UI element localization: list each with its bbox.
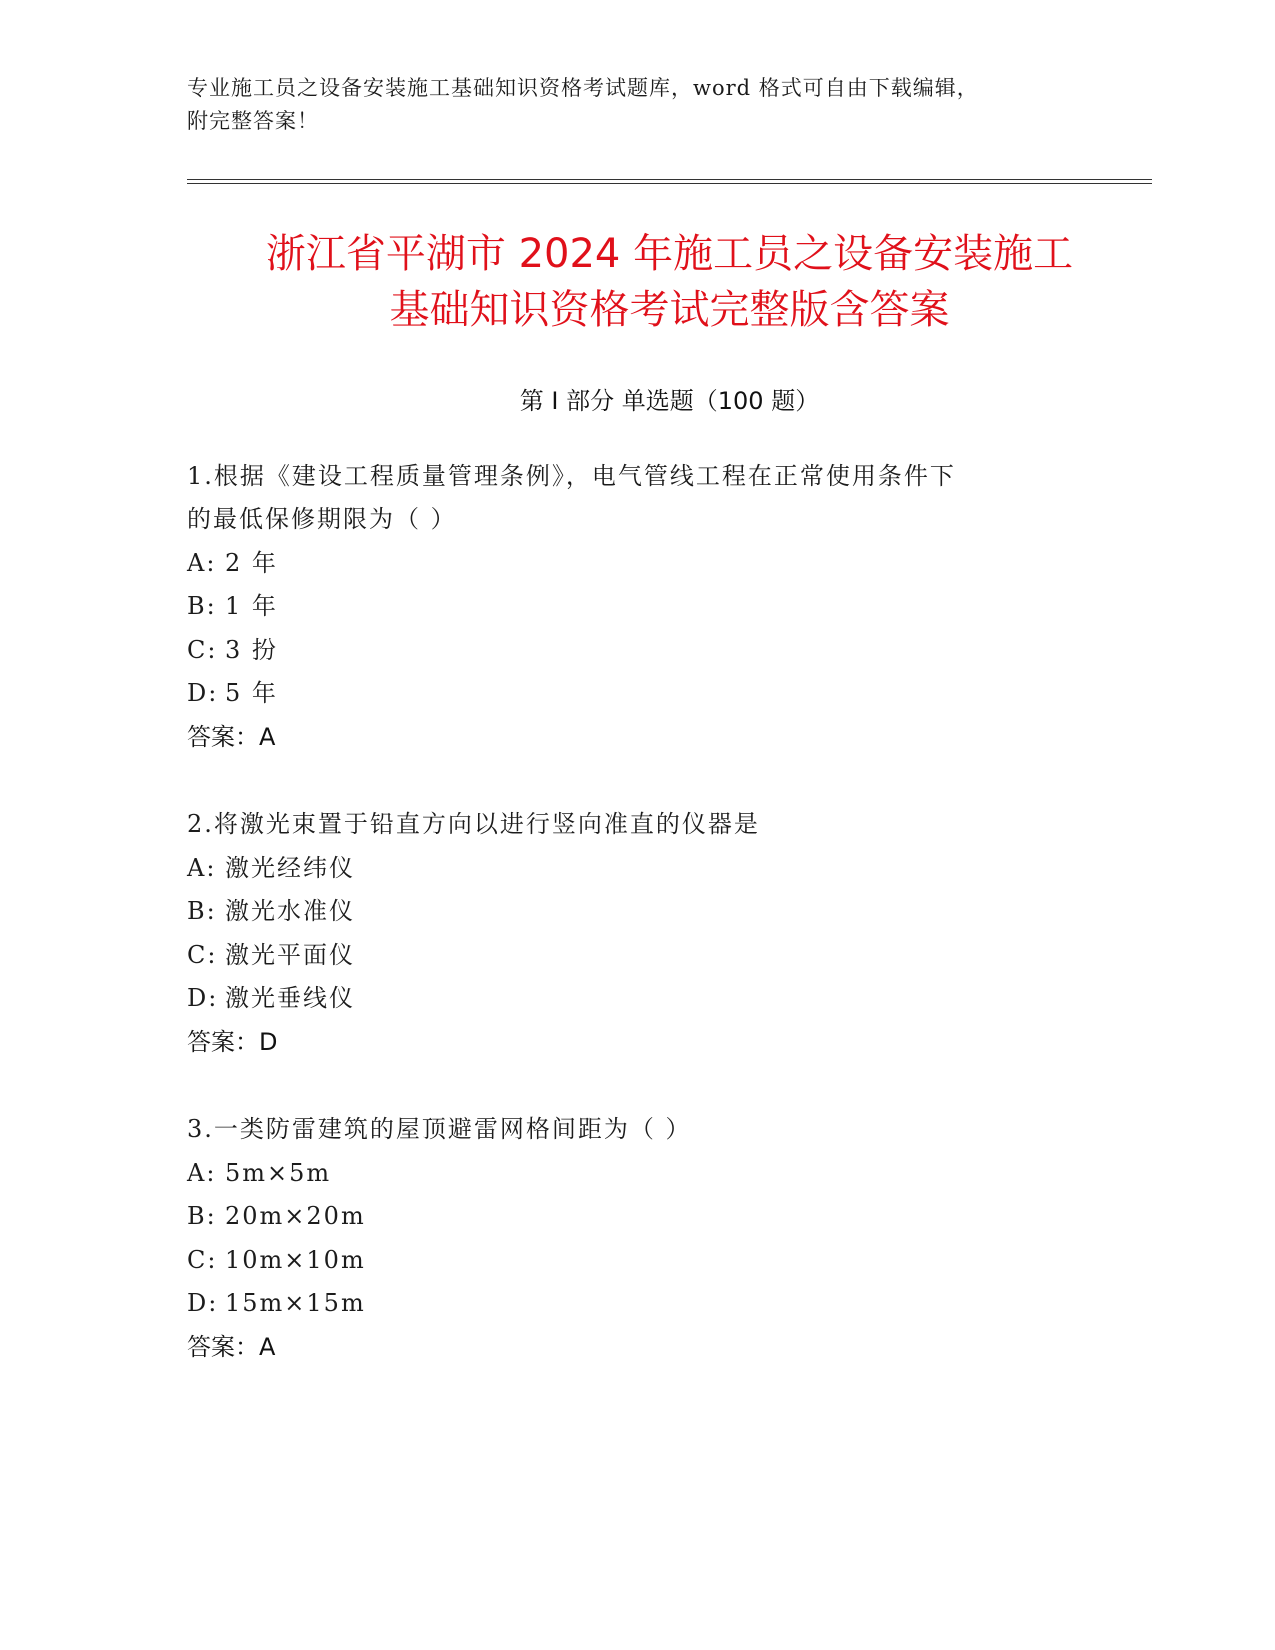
option-text: 2 年 xyxy=(225,549,278,577)
option-key: B: xyxy=(187,1202,217,1230)
option-text: 激光平面仪 xyxy=(225,941,355,969)
option-c xyxy=(187,1238,366,1283)
option-key: D: xyxy=(187,984,219,1012)
option-c xyxy=(187,933,355,978)
option-key: A: xyxy=(187,1159,217,1187)
option-key: A: xyxy=(187,854,217,882)
option-d xyxy=(187,976,355,1021)
header-line: 专业施工员之设备安装施工基础知识资格考试题库，word 格式可自由下载编辑， xyxy=(187,76,979,100)
option-d xyxy=(187,671,278,716)
option-b xyxy=(187,889,355,934)
option-a xyxy=(187,846,355,891)
header-rule-top xyxy=(187,179,1152,180)
option-a xyxy=(187,541,278,586)
option-key: B: xyxy=(187,897,217,925)
option-key: A: xyxy=(187,549,217,577)
option-text: 激光水准仪 xyxy=(225,897,355,925)
option-text: 1 年 xyxy=(225,592,278,620)
option-text: 激光经纬仪 xyxy=(225,854,355,882)
answer-line: 答案：A xyxy=(187,1333,276,1361)
option-key: C: xyxy=(187,1246,218,1274)
document-title xyxy=(177,226,1162,338)
title-line: 基础知识资格考试完整版含答案 xyxy=(389,287,950,333)
option-c xyxy=(187,628,278,673)
option-key: D: xyxy=(187,679,219,707)
option-text: 激光垂线仪 xyxy=(225,984,355,1012)
option-key: B: xyxy=(187,592,217,620)
header-rule-bottom xyxy=(187,183,1152,184)
option-key: D: xyxy=(187,1289,219,1317)
answer-line: 答案：A xyxy=(187,723,276,751)
section-heading: 第 I 部分 单选题（100 题） xyxy=(519,387,820,415)
title-line: 浙江省平湖市 2024 年施工员之设备安装施工 xyxy=(265,231,1074,277)
option-text: 3 扮 xyxy=(225,636,278,664)
question-stem: 3.一类防雷建筑的屋顶避雷网格间距为（ ） xyxy=(187,1115,692,1143)
option-b xyxy=(187,1194,366,1239)
option-text: 15m×15m xyxy=(225,1289,366,1317)
question-stem: 2.将激光束置于铅直方向以进行竖向准直的仪器是 xyxy=(187,810,760,838)
option-key: C: xyxy=(187,941,218,969)
option-a xyxy=(187,1151,331,1196)
option-key: C: xyxy=(187,636,218,664)
header-line: 附完整答案！ xyxy=(187,109,319,133)
document-header xyxy=(187,72,1087,138)
document-page xyxy=(187,0,1152,1650)
option-text: 20m×20m xyxy=(225,1202,366,1230)
question-stem: 的最低保修期限为（ ） xyxy=(187,505,457,533)
option-text: 10m×10m xyxy=(225,1246,366,1274)
option-b xyxy=(187,584,278,629)
option-text: 5m×5m xyxy=(225,1159,332,1187)
question-stem: 1.根据《建设工程质量管理条例》，电气管线工程在正常使用条件下 xyxy=(187,462,956,490)
option-d xyxy=(187,1281,366,1326)
answer-line: 答案：D xyxy=(187,1028,278,1056)
option-text: 5 年 xyxy=(225,679,278,707)
